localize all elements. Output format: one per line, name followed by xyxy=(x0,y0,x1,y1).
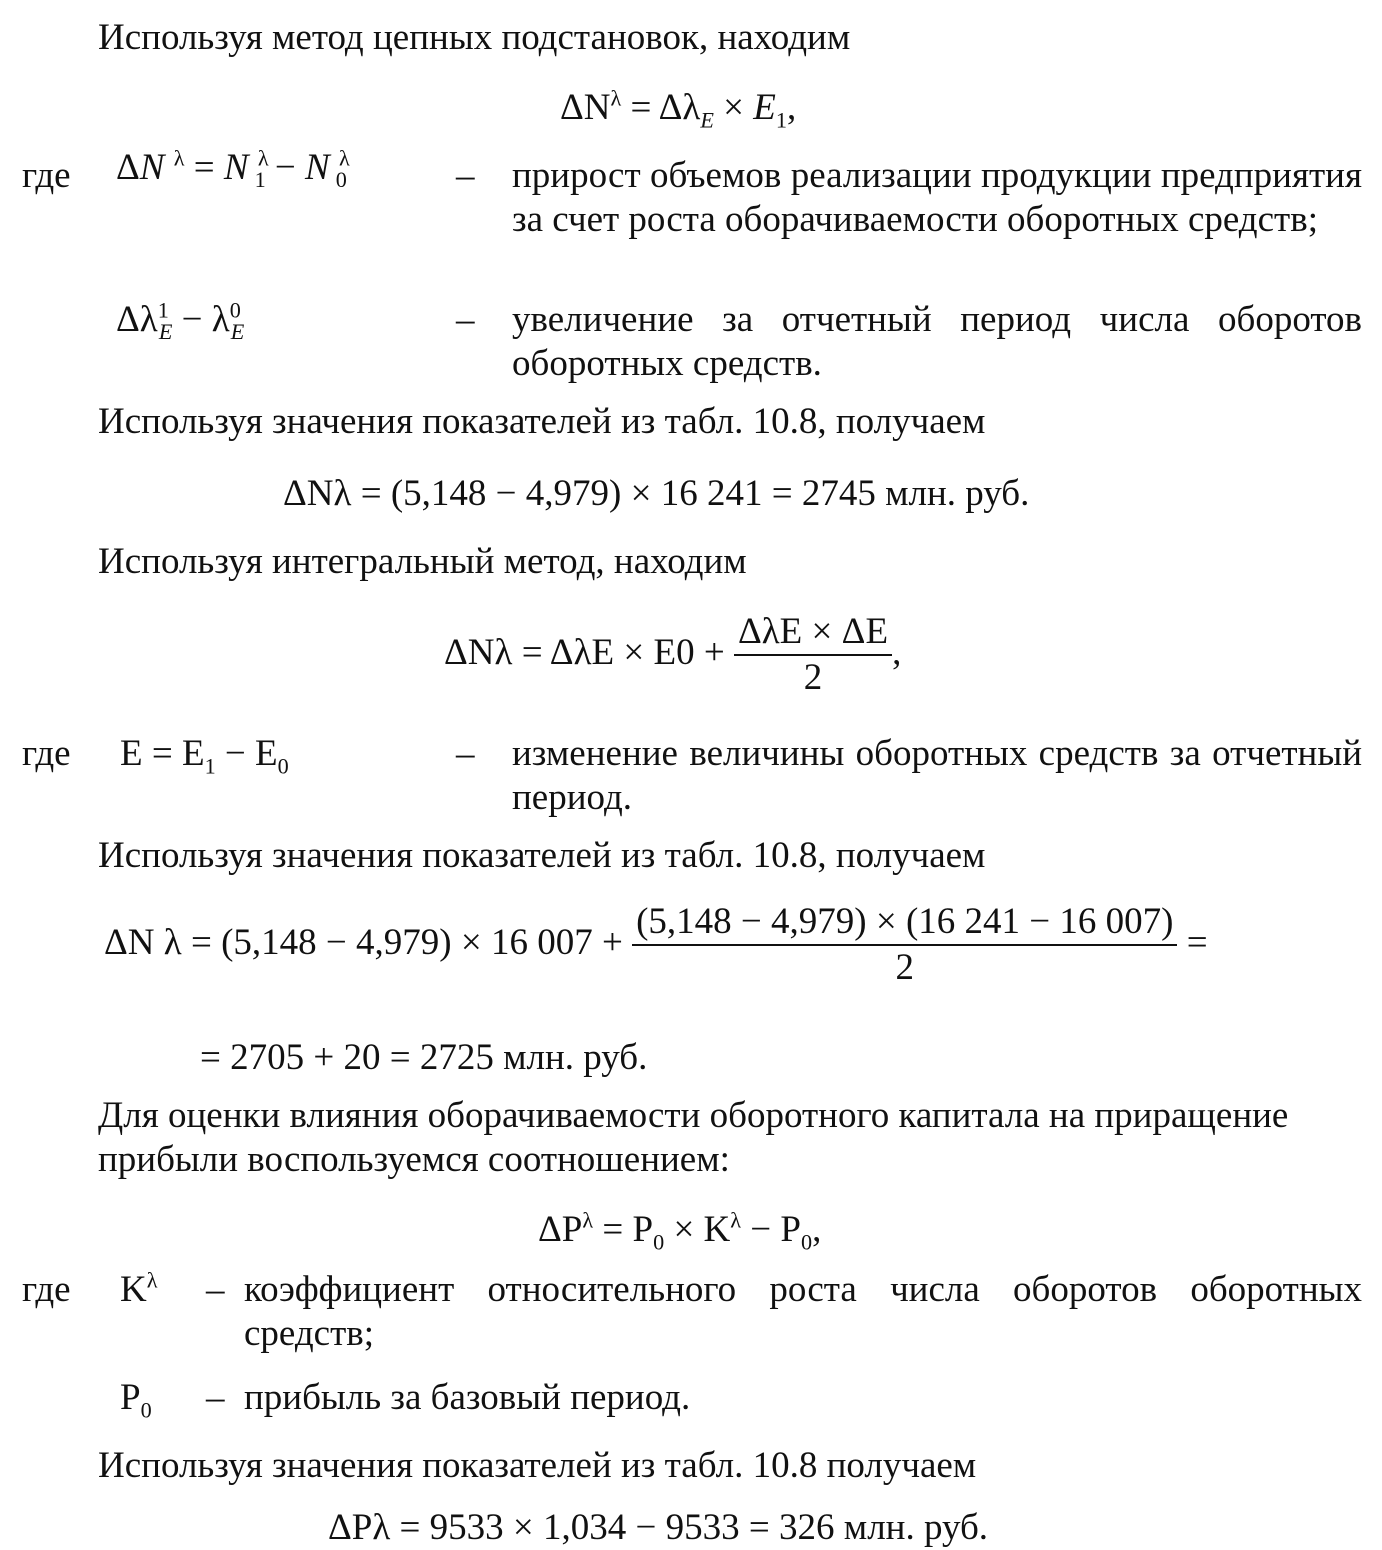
equation-tail: = xyxy=(1186,921,1208,963)
term-delta-n: ΔN $^\lambda$ = N $^\lambda_1$ − N $^\lambda_0$ xyxy=(116,145,350,193)
description-p0: прибыль за базовый период. xyxy=(244,1377,691,1418)
paragraph-profit-influence-text: Для оценки влияния оборачиваемости оборотного капитала на приращение прибыли воспользуемся соотношением: xyxy=(98,1095,1289,1181)
equation-integral-lhs: ΔNλ = ΔλE × E0 + xyxy=(444,631,725,673)
dash: – xyxy=(206,1269,225,1310)
paragraph-profit-influence xyxy=(98,1094,1360,1183)
paragraph-table-values-1: Используя значения показателей из табл. 10.8, получаем xyxy=(98,401,986,442)
where-label: где xyxy=(22,155,71,196)
term-k-lambda: $K^\lambda$ xyxy=(120,1267,158,1310)
fraction-denominator: 2 xyxy=(803,657,823,699)
dash: – xyxy=(456,733,475,774)
fraction xyxy=(632,900,1177,991)
equation-profit: $\Delta P^\lambda = P_0 \times K^\lambda - P_0$, xyxy=(538,1207,822,1255)
dash: – xyxy=(206,1377,225,1418)
paragraph-table-values-2: Используя значения показателей из табл. 10.8, получаем xyxy=(98,835,986,876)
paragraph-table-values-3: Используя значения показателей из табл. 10.8 получаем xyxy=(98,1445,977,1486)
equation-result-chain: ΔNλ = (5,148 − 4,979) × 16 241 = 2745 млн. руб. xyxy=(283,473,1030,514)
term-delta-e: $E = E_1 - E_0$ xyxy=(120,733,289,779)
description-capital-change: изменение величины оборотных средств за отчетный период. xyxy=(512,733,1362,819)
equation-profit-result: ΔPλ = 9533 × 1,034 − 9533 = 326 млн. руб. xyxy=(328,1507,989,1548)
equation-integral-result-lhs: ΔN λ = (5,148 − 4,979) × 16 007 + xyxy=(104,921,623,963)
paragraph-integral-method: Используя интегральный метод, находим xyxy=(98,541,747,582)
term-p0: $P_0$ xyxy=(120,1377,152,1423)
dash: – xyxy=(456,299,475,340)
fraction-numerator: ΔλE × ΔE xyxy=(734,610,892,656)
fraction-denominator: 2 xyxy=(895,947,915,989)
description-turnover-increase: увеличение за отчетный период числа оборотов оборотных средств. xyxy=(512,299,1362,385)
equation-integral-result-line2: = 2705 + 20 = 2725 млн. руб. xyxy=(200,1037,648,1078)
equation-integral-result xyxy=(104,900,1208,991)
where-label: где xyxy=(22,733,71,774)
equation-tail: , xyxy=(892,631,902,673)
where-label: где xyxy=(22,1269,71,1310)
term-delta-lambda: $\Delta\lambda^1_E - \lambda^0_E$ xyxy=(116,297,245,345)
dash: – xyxy=(456,155,475,196)
fraction-numerator: (5,148 − 4,979) × (16 241 − 16 007) xyxy=(632,900,1177,946)
description-k-lambda: коэффициент относительного роста числа оборотов оборотных средств; xyxy=(244,1269,1362,1355)
description-sales-growth: прирост объемов реализации продукции предприятия за счет роста оборачиваемости оборотных средств; xyxy=(512,155,1362,241)
fraction xyxy=(734,610,892,701)
equation-chain-substitution: $\Delta N^\lambda = \Delta\lambda_E \times E_1$, xyxy=(560,85,797,133)
paragraph-chain-method: Используя метод цепных подстановок, находим xyxy=(98,17,851,58)
equation-integral xyxy=(444,610,901,701)
